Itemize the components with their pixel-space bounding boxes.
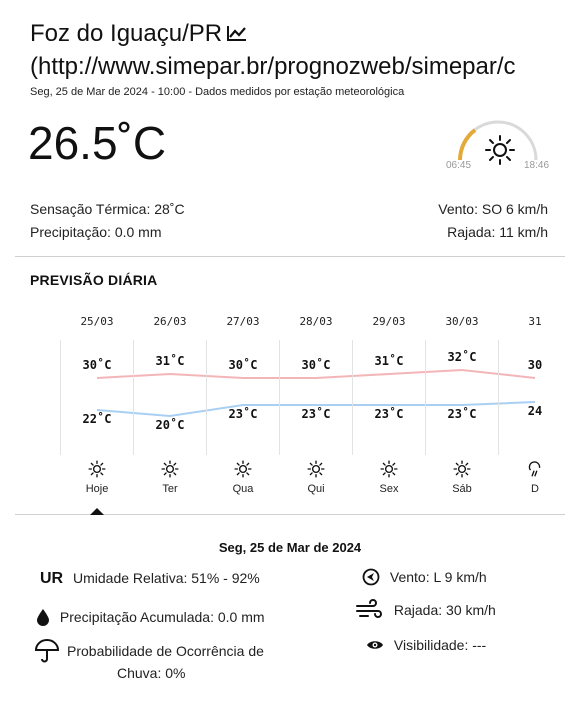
sun-icon bbox=[484, 134, 516, 171]
source-url[interactable]: (http://www.simepar.br/prognozweb/simepar/c bbox=[30, 53, 516, 80]
day-separator bbox=[60, 340, 61, 455]
min-temp: 22˚C bbox=[82, 412, 112, 426]
day-name: Qua bbox=[232, 483, 254, 495]
max-temp: 30 bbox=[527, 358, 543, 372]
max-temp: 30˚C bbox=[82, 358, 112, 372]
min-temp: 23˚C bbox=[374, 407, 404, 421]
min-temp: 23˚C bbox=[228, 407, 258, 421]
wind-gust-icon bbox=[356, 601, 382, 622]
max-temp: 30˚C bbox=[228, 358, 258, 372]
precip-accum-text: Precipitação Acumulada: 0.0 mm bbox=[59, 609, 265, 626]
sun-icon bbox=[359, 460, 419, 483]
sun-icon bbox=[286, 460, 346, 483]
min-temp: 24 bbox=[527, 404, 543, 418]
day-separator bbox=[133, 340, 134, 455]
location-name: Foz do Iguaçu/PR bbox=[30, 20, 223, 47]
day-date: 31 bbox=[528, 315, 542, 328]
precipitation: Precipitação: 0.0 mm bbox=[30, 224, 162, 240]
day-column[interactable] bbox=[505, 300, 565, 505]
day-name: D bbox=[531, 483, 539, 495]
day-name: Ter bbox=[162, 483, 178, 495]
drop-icon bbox=[36, 608, 50, 629]
sun-icon bbox=[140, 460, 200, 483]
detail-wind-row bbox=[362, 568, 487, 589]
day-column[interactable] bbox=[213, 300, 273, 505]
day-date: 30/03 bbox=[445, 315, 479, 328]
max-temp: 31˚C bbox=[374, 354, 404, 368]
max-temp: 32˚C bbox=[447, 350, 477, 364]
day-name: Sex bbox=[379, 483, 399, 495]
sunrise-time: 06:45 bbox=[446, 160, 472, 171]
min-temp: 23˚C bbox=[301, 407, 331, 421]
sun-icon bbox=[67, 460, 127, 483]
daily-forecast-title: PREVISÃO DIÁRIA bbox=[30, 272, 158, 288]
sun-icon bbox=[213, 460, 273, 483]
sun-icon bbox=[432, 460, 492, 483]
location-title bbox=[30, 20, 248, 49]
max-temp: 31˚C bbox=[155, 354, 185, 368]
selected-day-marker bbox=[90, 508, 104, 515]
measurement-subtitle: Seg, 25 de Mar de 2024 - 10:00 - Dados medidos por estação meteorológica bbox=[30, 86, 405, 98]
day-date: 26/03 bbox=[153, 315, 187, 328]
visibility-text: Visibilidade: --- bbox=[393, 637, 487, 653]
max-temp: 30˚C bbox=[301, 358, 331, 372]
day-column[interactable] bbox=[140, 300, 200, 505]
day-name: Sáb bbox=[452, 483, 472, 495]
detail-gust-row bbox=[356, 601, 496, 622]
humidity-text: Umidade Relativa: 51% - 92% bbox=[73, 570, 260, 586]
humidity-row bbox=[40, 570, 260, 588]
day-separator bbox=[279, 340, 280, 455]
umbrella-icon bbox=[34, 638, 60, 669]
sun-position-widget bbox=[446, 112, 556, 176]
day-column[interactable] bbox=[286, 300, 346, 505]
min-temp: 23˚C bbox=[447, 407, 477, 421]
daily-forecast-chart[interactable] bbox=[0, 300, 543, 510]
ur-abbr: UR bbox=[40, 570, 64, 587]
day-name: Qui bbox=[307, 483, 325, 495]
current-temperature: 26.5˚C bbox=[28, 117, 167, 169]
day-separator bbox=[498, 340, 499, 455]
detail-gust-text: Rajada: 30 km/h bbox=[393, 602, 496, 619]
day-name: Hoje bbox=[85, 483, 109, 495]
day-date: 25/03 bbox=[80, 315, 114, 328]
rain-probability-line2: Chuva: 0% bbox=[117, 665, 186, 681]
rain-probability-line1: Probabilidade de Ocorrência de bbox=[67, 643, 264, 659]
sunset-time: 18:46 bbox=[524, 160, 550, 171]
day-column[interactable] bbox=[359, 300, 419, 505]
day-date: 29/03 bbox=[372, 315, 406, 328]
detail-wind-text: Vento: L 9 km/h bbox=[389, 569, 487, 586]
day-column[interactable] bbox=[432, 300, 492, 505]
feels-like: Sensação Térmica: 28˚C bbox=[30, 201, 185, 217]
day-separator bbox=[352, 340, 353, 455]
wind: Vento: SO 6 km/h bbox=[438, 201, 548, 217]
min-temp: 20˚C bbox=[155, 418, 185, 432]
chart-line-icon[interactable] bbox=[226, 21, 248, 49]
day-separator bbox=[206, 340, 207, 455]
day-date: 28/03 bbox=[299, 315, 333, 328]
detail-date: Seg, 25 de Mar de 2024 bbox=[218, 540, 362, 555]
rain-icon bbox=[505, 460, 565, 483]
day-column[interactable] bbox=[67, 300, 127, 505]
day-separator bbox=[425, 340, 426, 455]
visibility-row bbox=[366, 637, 486, 654]
wind-direction-icon bbox=[362, 568, 380, 589]
gust: Rajada: 11 km/h bbox=[447, 224, 548, 240]
eye-icon bbox=[366, 638, 384, 654]
precip-accum-row bbox=[36, 608, 265, 629]
divider bbox=[15, 256, 565, 257]
day-date: 27/03 bbox=[226, 315, 260, 328]
